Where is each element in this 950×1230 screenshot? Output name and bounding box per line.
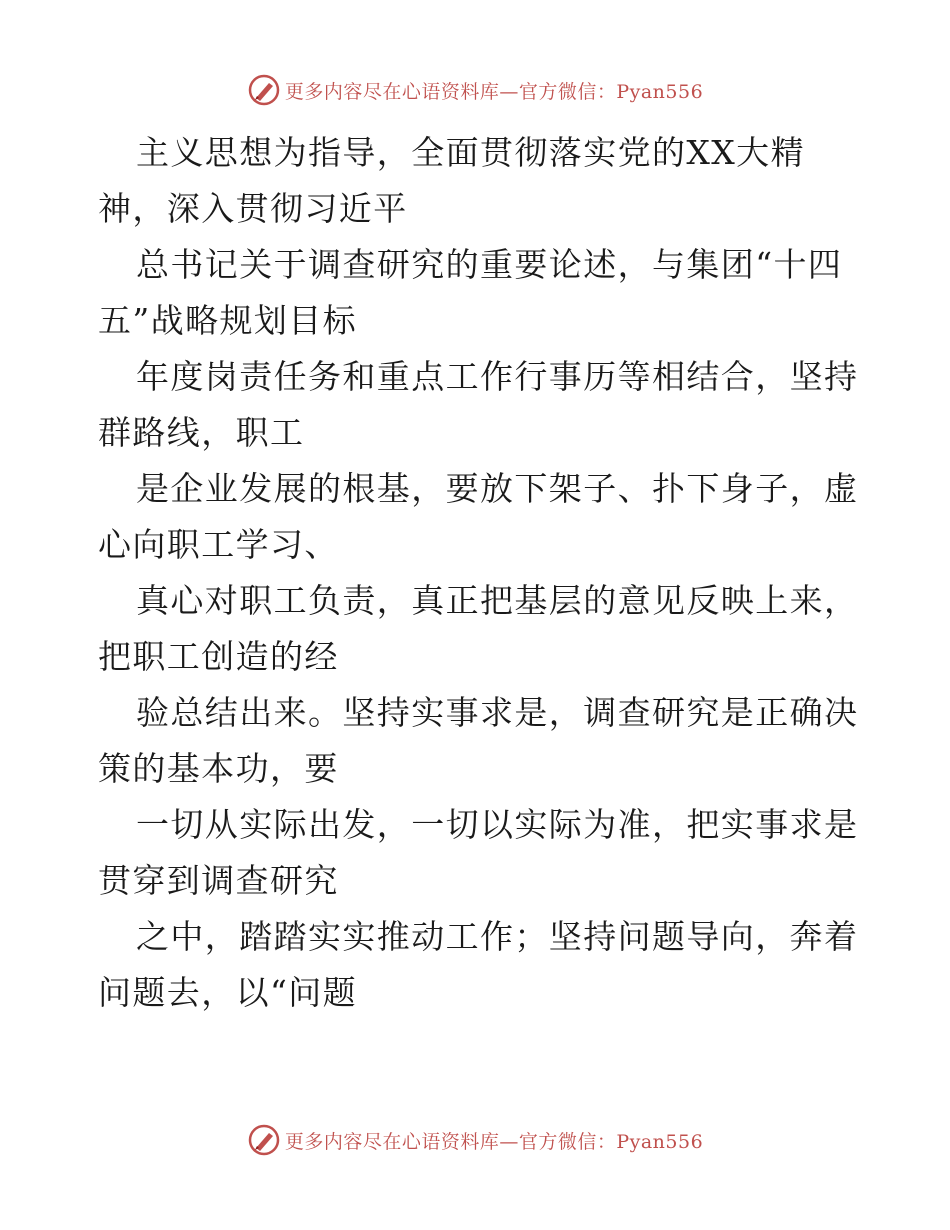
header-banner <box>0 70 950 110</box>
text-line: 总书记关于调查研究的重要论述，与集团“十四 <box>136 245 843 284</box>
pen-logo-icon <box>247 73 281 107</box>
text-line: 贯穿到调查研究 <box>98 861 339 900</box>
text-line: 之中，踏踏实实推动工作；坚持问题导向，奔着 <box>136 917 859 956</box>
footer-banner-text: 更多内容尽在心语资料库—官方微信：Pyan556 <box>284 1130 704 1153</box>
text-line: 真心对职工负责，真正把基层的意见反映上来， <box>136 581 859 620</box>
footer-banner <box>0 1120 950 1160</box>
text-line: 五”战略规划目标 <box>98 301 358 340</box>
text-line: 神，深入贯彻习近平 <box>98 189 408 228</box>
text-line: 验总结出来。坚持实事求是，调查研究是正确决 <box>136 693 859 732</box>
text-line: 主义思想为指导，全面贯彻落实党的XX大精 <box>136 133 805 172</box>
text-line: 一切从实际出发，一切以实际为准，把实事求是 <box>136 805 859 844</box>
text-line: 是企业发展的根基，要放下架子、扑下身子，虚 <box>136 469 859 508</box>
text-line: 问题去，以“问题 <box>98 973 358 1012</box>
text-line: 把职工创造的经 <box>98 637 339 676</box>
pen-logo-icon <box>247 1123 281 1157</box>
text-line: 年度岗责任务和重点工作行事历等相结合，坚持 <box>136 357 859 396</box>
text-line: 心向职工学习、 <box>98 525 339 564</box>
text-line: 策的基本功，要 <box>98 749 339 788</box>
document-body <box>98 125 858 1021</box>
header-banner-text: 更多内容尽在心语资料库—官方微信：Pyan556 <box>284 80 704 103</box>
text-line: 群路线，职工 <box>98 413 305 452</box>
